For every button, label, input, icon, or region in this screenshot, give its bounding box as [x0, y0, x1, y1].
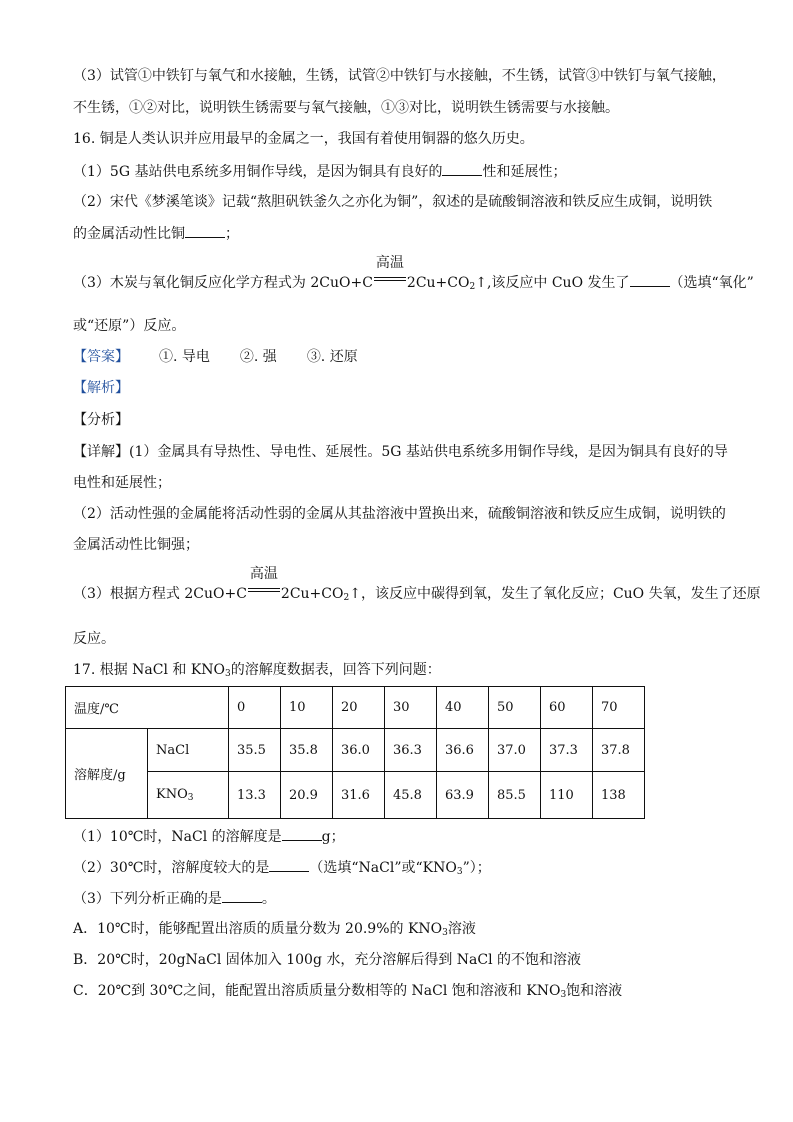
- detail2-line1: （2）活动性强的金属能将活动性弱的金属从其盐溶液中置换出来，硫酸铜溶液和铁反应生成铜，说明铁的: [73, 506, 726, 522]
- q16-sub3-line1: （3）木炭与氧化铜反应化学方程式为 2CuO+C 高温 $2Cu+CO_2↑$,该反应中 CuO 发生了 （选填“氧化”: [73, 255, 754, 292]
- answer-1: ①. 导电: [159, 349, 210, 365]
- p3-line1: （3）试管①中铁钉与氧气和水接触，生锈，试管②中铁钉与水接触，不生锈，试管③中铁钉与氧气接触，: [73, 68, 726, 84]
- table-cell: 45.8: [385, 772, 437, 819]
- table-row: [66, 687, 645, 729]
- answer-blank[interactable]: [282, 826, 322, 841]
- table-cell: 13.3: [229, 772, 281, 819]
- table-cell: 63.9: [437, 772, 489, 819]
- answer-blank[interactable]: [269, 857, 309, 872]
- answer-blank[interactable]: [222, 888, 262, 903]
- solubility-table: [65, 686, 645, 819]
- table-header-cell: 20: [333, 687, 385, 729]
- table-header-cell: 40: [437, 687, 489, 729]
- q17-sub3: （3）下列分析正确的是 。: [73, 888, 276, 909]
- q16-stem: 16. 铜是人类认识并应用最早的金属之一，我国有着使用铜器的悠久历史。: [73, 131, 534, 147]
- reaction-arrow: 高温: [373, 271, 407, 291]
- table-cell: 35.5: [229, 729, 281, 772]
- table-cell: 36.0: [333, 729, 385, 772]
- option-b: B．20℃时，20gNaCl 固体加入 100g 水，充分溶解后得到 NaCl 的不饱和溶液: [73, 952, 582, 968]
- answer-blank[interactable]: [442, 161, 482, 176]
- answer-3: ③. 还原: [306, 349, 358, 365]
- table-cell: 35.8: [281, 729, 333, 772]
- analysis-tag: 【解析】: [73, 380, 129, 396]
- table-header-cell: 60: [541, 687, 593, 729]
- table-row-label: NaCl: [148, 729, 229, 772]
- answer-blank[interactable]: [185, 223, 225, 238]
- detail2-line2: 金属活动性比铜强；: [73, 537, 199, 553]
- option-c: C．20℃到 30℃之间，能配置出溶质质量分数相等的 NaCl 饱和溶液和 $KNO_3$饱和溶液: [73, 983, 623, 1000]
- table-header-cell: 70: [593, 687, 645, 729]
- q17-sub1: （1）10℃时，NaCl 的溶解度是 g；: [73, 826, 345, 847]
- answer-tag: 【答案】: [73, 349, 129, 365]
- detail1-line1: 【详解】(1）金属具有导热性、导电性、延展性。5G 基站供电系统多用铜作导线，是因为铜具有良好的导: [73, 444, 728, 460]
- table-row-header: 溶解度/g: [66, 729, 148, 819]
- q16-sub2-line2: 的金属活动性比铜 ；: [73, 223, 239, 244]
- answer-row: [73, 347, 358, 367]
- reaction-arrow: 高温: [247, 582, 281, 602]
- table-header-cell: 温度/℃: [66, 687, 229, 729]
- table-header-cell: 0: [229, 687, 281, 729]
- table-cell: 36.3: [385, 729, 437, 772]
- table-header-cell: 50: [489, 687, 541, 729]
- table-cell: 36.6: [437, 729, 489, 772]
- q17-sub2: （2）30℃时，溶解度较大的是 （选填“NaCl”或“$KNO_3$”）；: [73, 857, 491, 882]
- table-cell: 37.0: [489, 729, 541, 772]
- detail3-line2: 反应。: [73, 631, 115, 647]
- q17-stem: 17. 根据 NaCl 和 $KNO_3$的溶解度数据表，回答下列问题：: [73, 662, 441, 679]
- table-cell: 37.3: [541, 729, 593, 772]
- q16-sub3-line2: 或“还原”）反应。: [73, 318, 186, 334]
- fenxi-tag: 【分析】: [73, 412, 129, 428]
- table-row-label: $KNO_3$: [148, 772, 229, 819]
- table-cell: 37.8: [593, 729, 645, 772]
- q16-sub2-line1: （2）宋代《梦溪笔谈》记载“熬胆矾铁釜久之亦化为铜”，叙述的是硫酸铜溶液和铁反应生成铜，说明铁: [73, 194, 713, 210]
- answer-2: ②. 强: [239, 349, 277, 365]
- p3-line2: 不生锈，①②对比，说明铁生锈需要与氧气接触，①③对比，说明铁生锈需要与水接触。: [73, 100, 619, 116]
- table-cell: 138: [593, 772, 645, 819]
- answer-blank[interactable]: [630, 272, 670, 287]
- table-cell: 20.9: [281, 772, 333, 819]
- table-row: [66, 729, 645, 772]
- table-row: [66, 772, 645, 819]
- detail1-line2: 电性和延展性；: [73, 475, 171, 491]
- detail3-line1: （3）根据方程式 2CuO+C 高温 $2Cu+CO_2↑$，该反应中碳得到氧，发生了氧化反应；CuO 失氧，发生了还原: [73, 566, 761, 603]
- table-header-cell: 30: [385, 687, 437, 729]
- table-cell: 110: [541, 772, 593, 819]
- option-a: A．10℃时，能够配置出溶质的质量分数为 20.9%的 $KNO_3$溶液: [73, 921, 476, 938]
- table-cell: 31.6: [333, 772, 385, 819]
- table-cell: 85.5: [489, 772, 541, 819]
- q16-sub1: （1）5G 基站供电系统多用铜作导线，是因为铜具有良好的 性和延展性；: [73, 161, 566, 182]
- table-header-cell: 10: [281, 687, 333, 729]
